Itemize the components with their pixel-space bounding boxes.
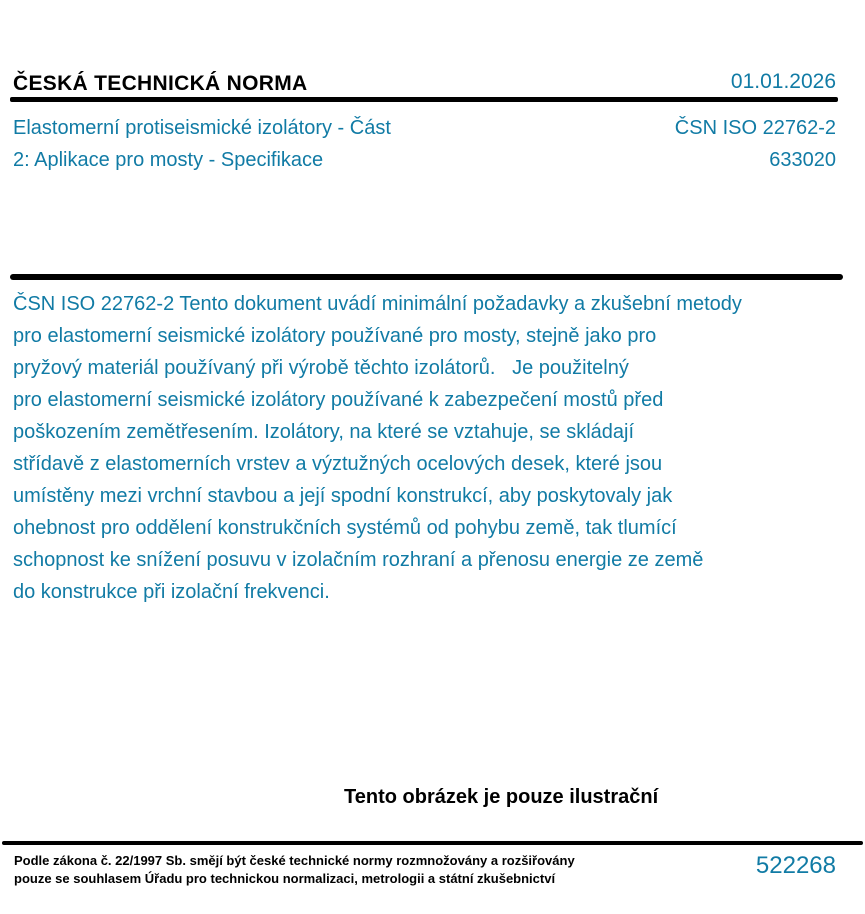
abstract-line: ČSN ISO 22762-2 Tento dokument uvádí minimální požadavky a zkušební metody [13,293,742,315]
abstract-paragraph [13,288,742,608]
publication-date: 01.01.2026 [730,70,836,93]
legal-notice [14,852,575,888]
header-divider [10,97,838,102]
abstract-line: pro elastomerní seismické izolátory používané pro mosty, stejně jako pro [13,325,657,347]
standard-title-line1: Elastomerní protiseismické izolátory - Část [13,117,391,139]
document-number: 522268 [755,852,836,879]
illustration-note: Tento obrázek je pouze ilustrační [344,786,659,808]
standard-title-line2: 2: Aplikace pro mosty - Specifikace [13,149,324,171]
class-code: 633020 [769,149,836,171]
legal-notice-line2: pouze se souhlasem Úřadu pro technickou normalizaci, metrologii a státní zkušebnictví [14,871,556,886]
abstract-line: do konstrukce při izolační frekvenci. [13,581,330,603]
abstract-line: ohebnost pro oddělení konstrukčních systémů od pohybu země, tak tlumící [13,517,677,539]
abstract-line: poškozením zemětřesením. Izolátory, na které se vztahuje, se skládají [13,421,635,443]
abstract-line: střídavě z elastomerních vrstev a výztužných ocelových desek, které jsou [13,453,663,475]
standard-identifiers [675,112,836,176]
abstract-line: pro elastomerní seismické izolátory používané k zabezpečení mostů před [13,389,664,411]
abstract-divider [10,274,843,280]
standard-title [13,112,391,176]
abstract-line: schopnost ke snížení posuvu v izolačním rozhraní a přenosu energie ze země [13,549,704,571]
standard-code: ČSN ISO 22762-2 [674,117,836,139]
footer-divider [2,841,863,845]
abstract-line: pryžový materiál používaný při výrobě těchto izolátorů. Je použitelný [13,357,629,379]
page-title: ČESKÁ TECHNICKÁ NORMA [13,72,308,95]
legal-notice-line1: Podle zákona č. 22/1997 Sb. smějí být české technické normy rozmnožovány a rozšiřovány [14,853,575,868]
abstract-line: umístěny mezi vrchní stavbou a její spodní konstrukcí, aby poskytovaly jak [13,485,673,507]
